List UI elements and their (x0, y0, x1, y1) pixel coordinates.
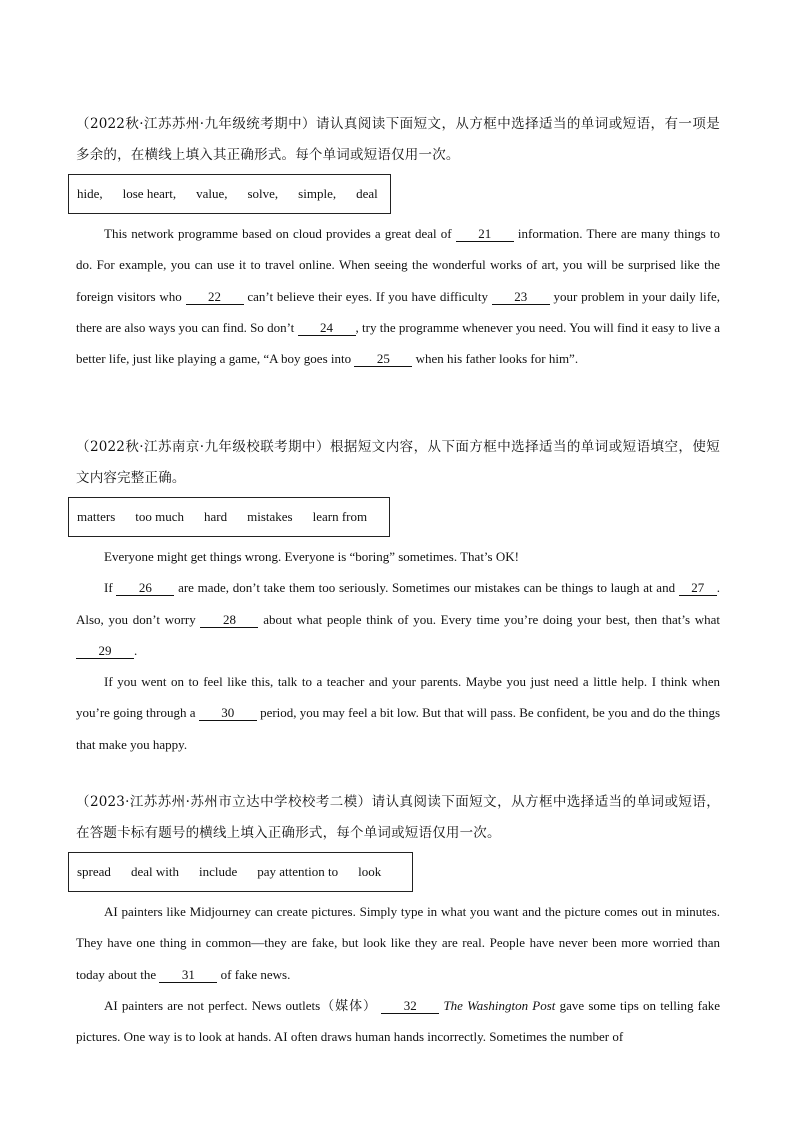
exercise-section-3 (76, 787, 720, 1052)
word-option: value, (196, 186, 228, 201)
blank-26[interactable]: 26 (116, 580, 174, 596)
word-option: solve, (247, 186, 279, 201)
exercise-section-1 (76, 109, 720, 374)
blank-28[interactable]: 28 (200, 612, 258, 628)
word-bank-box (68, 852, 413, 892)
blank-32[interactable]: 32 (381, 998, 439, 1014)
word-option: simple, (298, 186, 337, 201)
passage-paragraph: If 26 are made, don’t take them too seriously. Sometimes our mistakes can be things to laugh at and 27 . Also, you don’t worry 28 about what people think of you. Every time you’re doing your best, then that’s what 29 . (76, 580, 721, 658)
word-bank-box (68, 497, 390, 537)
blank-23[interactable]: 23 (492, 289, 550, 305)
blank-22[interactable]: 22 (186, 289, 244, 305)
blank-27[interactable]: 27 (679, 580, 717, 596)
blank-25[interactable]: 25 (354, 351, 412, 367)
word-option: hard (204, 509, 228, 524)
section-header: （2023·江苏苏州·苏州市立达中学校校考二模）请认真阅读下面短文，从方框中选择适当的单词或短语，在答题卡标有题号的横线上填入正确形式，每个单词或短语仅用一次。 (76, 794, 720, 841)
blank-21[interactable]: 21 (456, 226, 514, 242)
passage-paragraph: AI painters like Midjourney can create pictures. Simply type in what you want and the picture comes out in minutes. They have one thing in common—they are fake, but look like they are real. People have never been more worried than today about the 31 of fake news. (76, 904, 720, 982)
word-option: look (358, 864, 382, 879)
section-header: （2022秋·江苏苏州·九年级统考期中）请认真阅读下面短文，从方框中选择适当的单词或短语，有一项是多余的，在横线上填入其正确形式。每个单词或短语仅用一次。 (76, 116, 720, 163)
word-option: deal (356, 186, 378, 201)
word-option: learn from (312, 509, 368, 524)
word-option: pay attention to (257, 864, 339, 879)
word-option: mistakes (247, 509, 293, 524)
word-option: spread (77, 864, 111, 879)
passage-paragraph: If you went on to feel like this, talk to a teacher and your parents. Maybe you just need a little help. I think when you’re going through a 30 period, you may feel a bit low. But that will pass. Be confident, be you and do the things that make you happy. (76, 674, 721, 752)
blank-24[interactable]: 24 (298, 320, 356, 336)
word-option: include (198, 864, 238, 879)
passage-paragraph: Everyone might get things wrong. Everyone is “boring” sometimes. That’s OK! (104, 549, 519, 564)
blank-29[interactable]: 29 (76, 643, 134, 659)
blank-31[interactable]: 31 (159, 967, 217, 983)
word-option: too much (135, 509, 185, 524)
word-option: hide, (77, 186, 103, 201)
passage-paragraph: This network programme based on cloud provides a great deal of 21 information. There are many things to do. For example, you can use it to travel online. When seeing the wonderful works of art, you will be surprised like the foreign visitors who 22 can’t believe their eyes. If you have difficulty 23 your problem in your daily life, there are also ways you can find. So don’t 24 , try the programme whenever you need. You will find it easy to live a better life, just like playing a game, “A boy goes into 25 when his father looks for him”. (76, 226, 721, 367)
word-option: deal with (130, 864, 179, 879)
word-option: matters (77, 509, 116, 524)
word-bank-box (68, 174, 391, 214)
newspaper-title: The Washington Post (443, 997, 556, 1013)
section-header: （2022秋·江苏南京·九年级校联考期中）根据短文内容，从下面方框中选择适当的单词或短语填空，使短文内容完整正确。 (76, 439, 720, 486)
blank-30[interactable]: 30 (199, 705, 257, 721)
exercise-section-2 (76, 432, 720, 760)
passage-paragraph: AI painters are not perfect. News outlets（媒体） 32 The Washington Post gave some tips on telling fake pictures. One way is to look at hands. AI often draws human hands incorrectly. Sometimes the number of (76, 997, 721, 1045)
word-option: lose heart, (122, 186, 177, 201)
